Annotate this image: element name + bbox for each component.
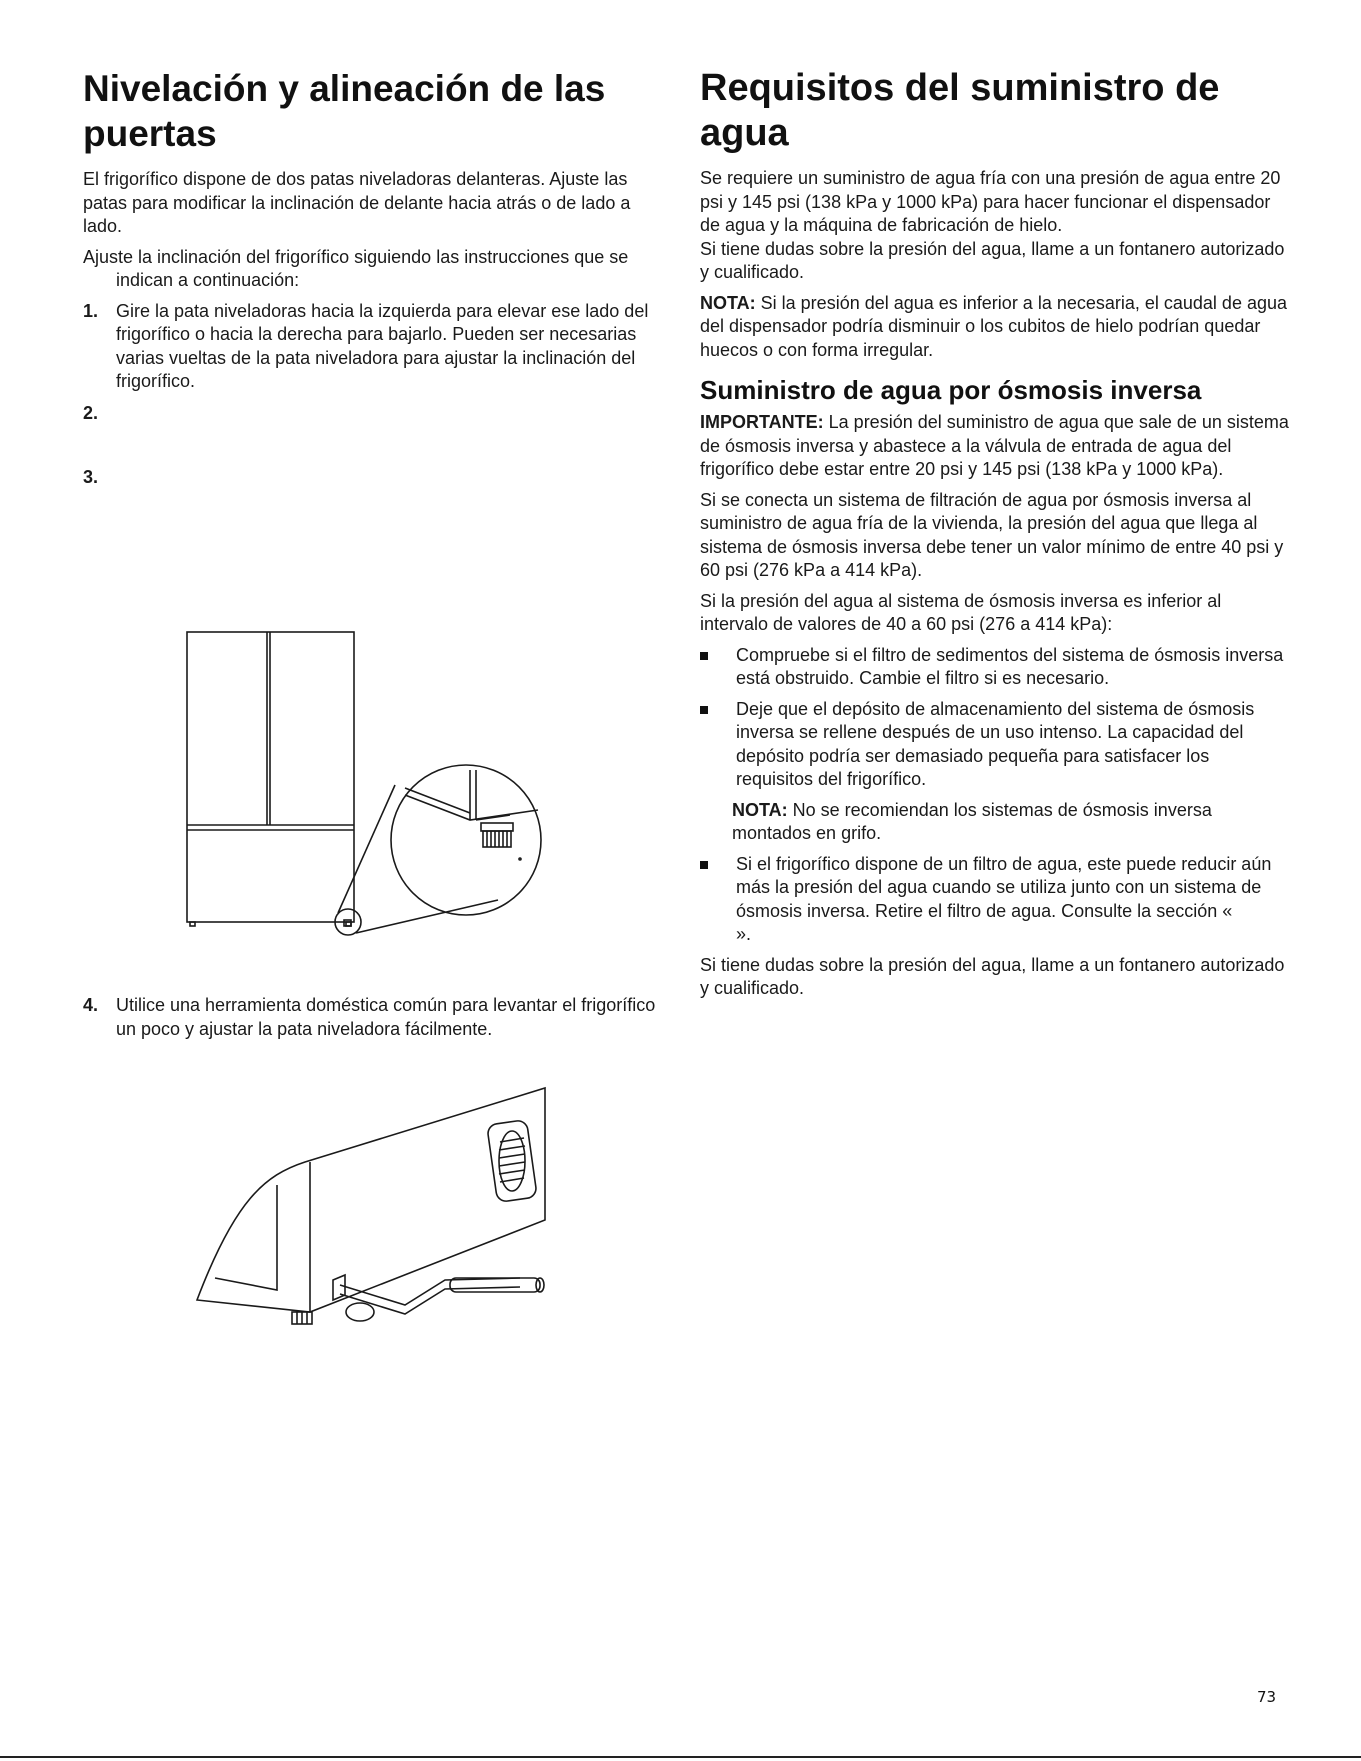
list-item <box>700 644 1290 691</box>
step-number: 1. <box>83 300 99 321</box>
step-number: 2. <box>83 402 99 423</box>
list-item <box>700 698 1290 792</box>
lifting-tool-illustration <box>195 1080 565 1330</box>
ro-checklist <box>700 644 1290 792</box>
note-faucet-systems <box>700 799 1290 846</box>
list-item-text: Deje que el depósito de almacenamiento del sistema de ósmosis inversa se rellene después de un uso intenso. La capacidad del depósito podría ser demasiado pequeña para satisfacer los requisitos del frigorífico. <box>736 698 1255 789</box>
list-item <box>700 853 1353 947</box>
step-4 <box>83 994 668 1041</box>
note-label: NOTA: <box>700 292 756 313</box>
note-label: NOTA: <box>732 799 788 820</box>
leveling-instruction: Ajuste la inclinación del frigorífico siguiendo las instrucciones que se indican a continuación: <box>83 246 629 290</box>
note-text: Si la presión del agua es inferior a la necesaria, el caudal de agua del dispensador podría disminuir o los cubitos de hielo podrían quedar huecos o con forma irregular. <box>700 292 1287 360</box>
water-pressure-paragraph <box>700 167 1290 238</box>
refrigerator-leveling-illustration <box>180 620 580 970</box>
step-text: Utilice una herramienta doméstica común para levantar el frigorífico un poco y ajustar la pata niveladora fácilmente. <box>116 995 656 1039</box>
step-number: 3. <box>83 466 99 487</box>
step-1 <box>83 300 668 394</box>
leveling-title: Nivelación y alineación de las puertas <box>83 68 606 154</box>
ro-checklist-continued <box>700 853 1353 947</box>
important-paragraph <box>700 411 1290 482</box>
left-column <box>83 66 668 487</box>
page-number: 73 <box>1257 1688 1277 1706</box>
bullet-square-icon <box>700 706 708 714</box>
important-label: IMPORTANTE: <box>700 412 824 432</box>
leveling-step-4 <box>83 994 668 1049</box>
ro-low-pressure-paragraph: Si la presión del agua al sistema de ósmosis inversa es inferior al intervalo de valores de 40 a 60 psi (276 a 414 kPa): <box>700 590 1222 634</box>
ro-connection-paragraph: Si se conecta un sistema de filtración de agua por ósmosis inversa al suministro de agua fría de la vivienda, la presión del agua que llega al sistema de ósmosis inversa debe tener un valor mínimo de entre 40 psi y 60 psi (276 kPa a 414 kPa). <box>700 489 1284 580</box>
water-supply-title: Requisitos del suministro de agua <box>700 67 1220 154</box>
step-number: 4. <box>83 995 99 1015</box>
bullet-square-icon <box>700 652 708 660</box>
note-text: No se recomiendan los sistemas de ósmosis inversa montados en grifo. <box>732 799 1212 843</box>
list-item-text: Compruebe si el filtro de sedimentos del sistema de ósmosis inversa está obstruido. Cambie el filtro si es necesario. <box>736 644 1284 688</box>
step-2 <box>83 402 668 458</box>
footer-rule <box>0 1756 1361 1758</box>
list-item-text: Si el frigorífico dispone de un filtro de agua, este puede reducir aún más la presión del agua cuando se utiliza junto con un sistema de ósmosis inversa. Retire el filtro de agua. Consulte la sección « ». <box>736 853 1353 944</box>
important-text: La presión del suministro de agua que sale de un sistema de ósmosis inversa y abastece a la válvula de entrada de agua del frigorífico debe estar entre 20 psi y 145 psi (138 kPa y 1000 kPa). <box>700 412 1289 479</box>
right-column <box>700 66 1353 1008</box>
note-low-pressure <box>700 292 1290 363</box>
step-text: Gire la pata niveladoras hacia la izquierda para elevar ese lado del frigorífico o hacia la derecha para bajarlo. Pueden ser necesarias varias vueltas de la pata niveladora para ajustar la inclinación del frigorífico. <box>116 300 649 391</box>
leveling-intro: El frigorífico dispone de dos patas niveladoras delanteras. Ajuste las patas para modificar la inclinación de delante hacia atrás o de lado a lado. <box>83 169 631 236</box>
leveling-steps <box>83 300 668 487</box>
reverse-osmosis-subtitle: Suministro de agua por ósmosis inversa <box>700 375 1202 405</box>
plumber-advice: Si tiene dudas sobre la presión del agua, llame a un fontanero autorizado y cualificado. <box>700 238 1285 282</box>
water-pressure-text: Se requiere un suministro de agua fría con una presión de agua entre 20 psi y 145 psi (138 kPa y 1000 kPa) para hacer funcionar el dispensador de agua y la máquina de fabricación de hielo. <box>700 168 1281 235</box>
closing-paragraph: Si tiene dudas sobre la presión del agua, llame a un fontanero autorizado y cualificado. <box>700 954 1285 998</box>
bullet-square-icon <box>700 861 708 869</box>
